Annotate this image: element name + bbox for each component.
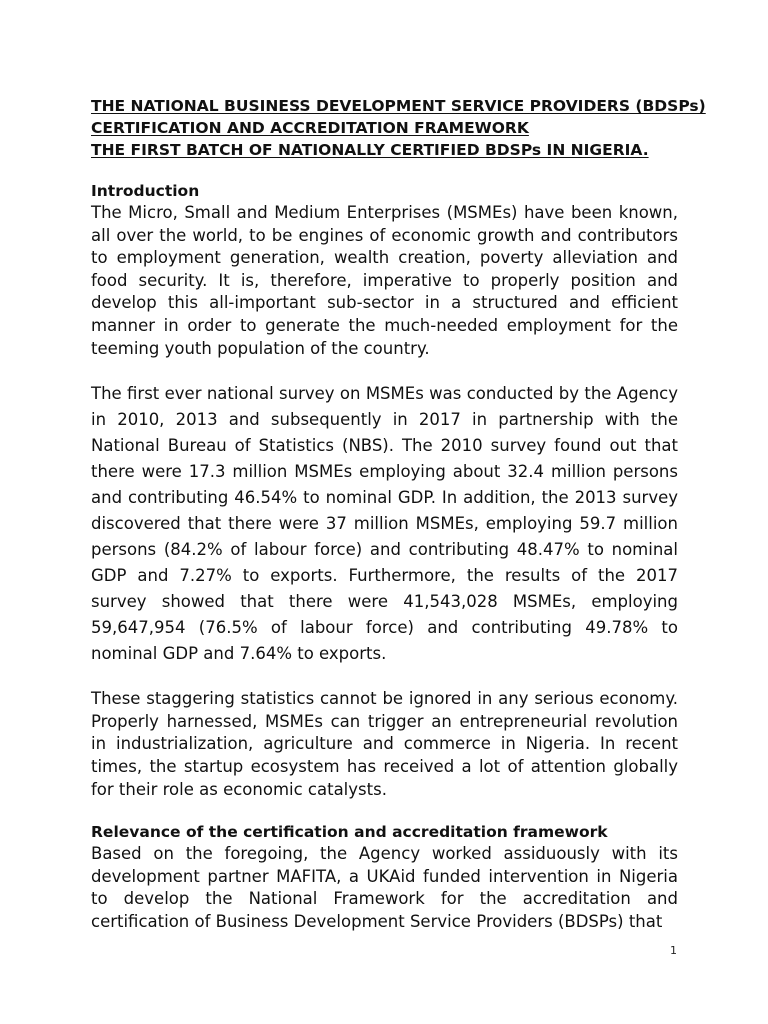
document-heading [91, 95, 706, 161]
survey-paragraph: The first ever national survey on MSMEs was conducted by the Agency in 2010, 2013 and subsequently in 2017 in partnership with the National Bureau of Statistics (NBS). The 2010 survey found out that there were 17.3 million MSMEs employing about 32.4 million persons and contributing 46.54% to nominal GDP. In addition, the 2013 survey discovered that there were 37 million MSMEs, employing 59.7 million persons (84.2% of labour force) and contributing 48.47% to nominal GDP and 7.27% to exports. Furthermore, the results of the 2017 survey showed that there were 41,543,028 MSMEs, employing 59,647,954 (76.5% of labour force) and contributing 49.78% to nominal GDP and 7.64% to exports. [91, 384, 678, 664]
heading-line-2: CERTIFICATION AND ACCREDITATION FRAMEWORK [91, 119, 529, 137]
introduction-title: Introduction [91, 182, 200, 200]
relevance-title: Relevance of the certification and accreditation framework [91, 823, 608, 842]
heading-line-3: THE FIRST BATCH OF NATIONALLY CERTIFIED BDSPs IN NIGERIA. [91, 141, 649, 159]
heading-line-1: THE NATIONAL BUSINESS DEVELOPMENT SERVICE PROVIDERS (BDSPs) [91, 97, 706, 115]
page-number: 1 [670, 944, 677, 957]
document-body [91, 95, 706, 934]
relevance-paragraph: Based on the foregoing, the Agency worked assiduously with its development partner MAFITA, a UKAid funded intervention in Nigeria to develop the National Framework for the accreditation and certification of Business Development Service Providers (BDSPs) that [91, 844, 678, 931]
statistics-paragraph: These staggering statistics cannot be ignored in any serious economy. Properly harnessed, MSMEs can trigger an entrepreneurial revolution in industrialization, agriculture and commerce in Nigeria. In recent times, the startup ecosystem has received a lot of attention globally for their role as economic catalysts. [91, 689, 678, 799]
introduction-paragraph: The Micro, Small and Medium Enterprises (MSMEs) have been known, all over the world, to be engines of economic growth and contributors to employment generation, wealth creation, poverty alleviation and food security. It is, therefore, imperative to properly position and develop this all-important sub-sector in a structured and efficient manner in order to generate the much-needed employment for the teeming youth population of the country. [91, 203, 678, 358]
